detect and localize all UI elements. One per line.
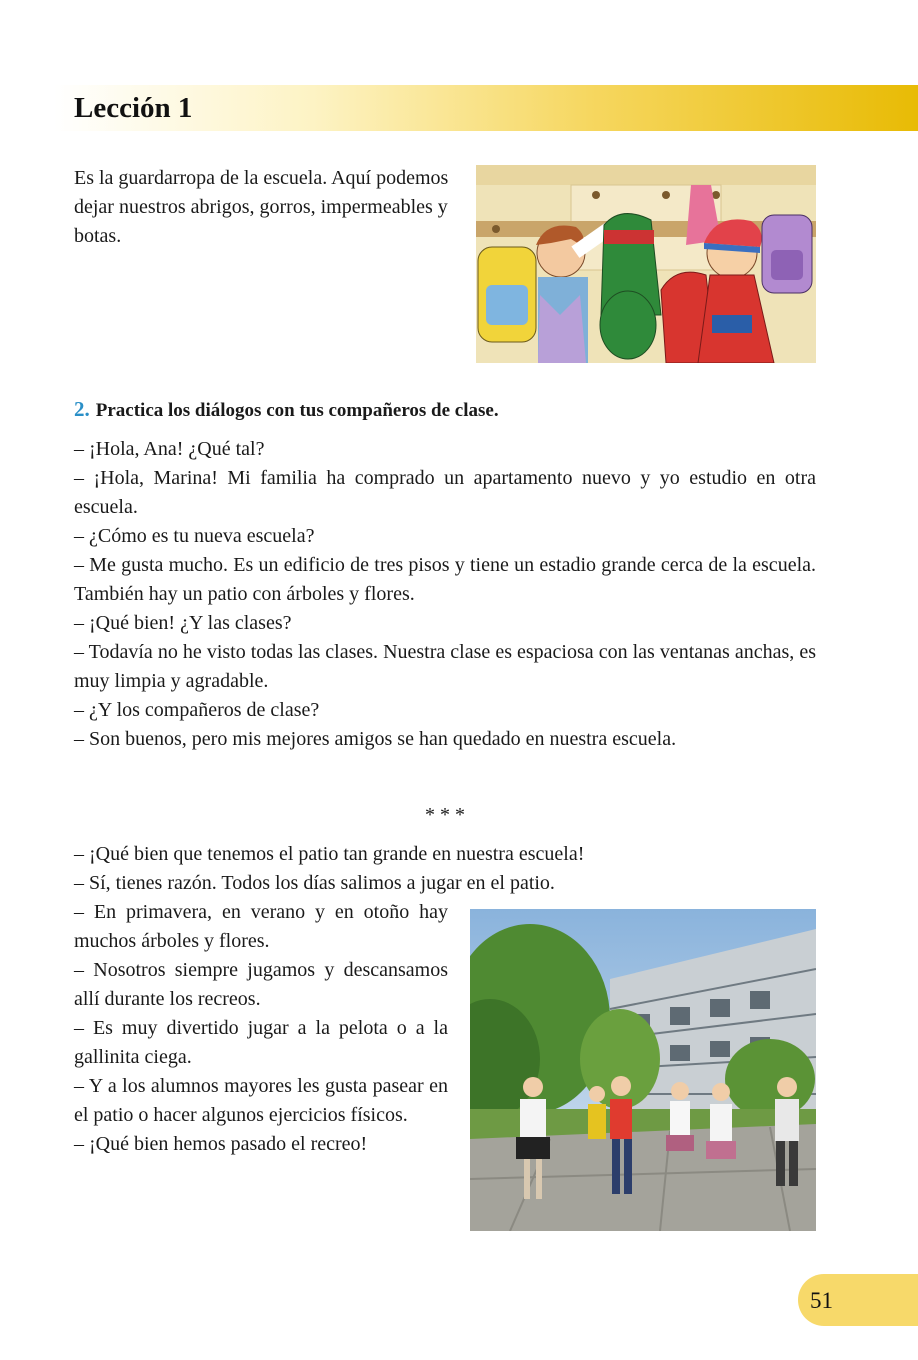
exercise-instruction: Practica los diálogos con tus compañeros de clase.: [95, 400, 499, 421]
dialog-line: – Sí, tienes razón. Todos los días salimos a jugar en el patio.: [74, 872, 555, 894]
cloakroom-illustration: [476, 165, 816, 363]
dialog-line: – Y a los alumnos mayores les gusta pasear en el patio o hacer algunos ejercicios físicos.: [74, 1075, 448, 1126]
page-number: 51: [810, 1288, 833, 1313]
exercise-heading: [74, 395, 816, 425]
dialog-line: – Me gusta mucho. Es un edificio de tres pisos y tiene un estadio grande cerca de la escuela. También hay un patio con árboles y flores.: [74, 554, 816, 605]
schoolyard-photo: [470, 909, 816, 1231]
dialog-line: – ¡Qué bien que tenemos el patio tan grande en nuestra escuela!: [74, 843, 585, 865]
dialog-2-side: [74, 898, 448, 1159]
dialog-line: – ¡Hola, Ana! ¿Qué tal?: [74, 438, 265, 460]
lesson-title: Lección 1: [74, 92, 193, 124]
dialog-line: – ¡Qué bien! ¿Y las clases?: [74, 612, 292, 634]
dialog-line: – En primavera, en verano y en otoño hay muchos árboles y flores.: [74, 901, 448, 952]
dialog-line: – ¿Y los compañeros de clase?: [74, 699, 320, 721]
dialog-line: – Todavía no he visto todas las clases. Nuestra clase es espaciosa con las ventanas anchas, es muy limpia y agradable.: [74, 641, 816, 692]
dialog-line: – ¿Cómo es tu nueva escuela?: [74, 525, 315, 547]
intro-paragraph: Es la guardarropa de la escuela. Aquí podemos dejar nuestros abrigos, gorros, impermeables y botas.: [74, 167, 449, 247]
dialog-line: – Son buenos, pero mis mejores amigos se han quedado en nuestra escuela.: [74, 728, 677, 750]
dialog-1: [74, 435, 816, 754]
section-separator: * * *: [425, 804, 465, 826]
dialog-line: – ¡Hola, Marina! Mi familia ha comprado un apartamento nuevo y yo estudio en otra escuela.: [74, 467, 816, 518]
dialog-line: – Es muy divertido jugar a la pelota o a la gallinita ciega.: [74, 1017, 448, 1068]
dialog-line: – ¡Qué bien hemos pasado el recreo!: [74, 1133, 368, 1155]
dialog-line: – Nosotros siempre jugamos y descansamos allí durante los recreos.: [74, 959, 448, 1010]
exercise-number: 2.: [74, 397, 90, 421]
dialog-2-intro: [74, 840, 816, 898]
